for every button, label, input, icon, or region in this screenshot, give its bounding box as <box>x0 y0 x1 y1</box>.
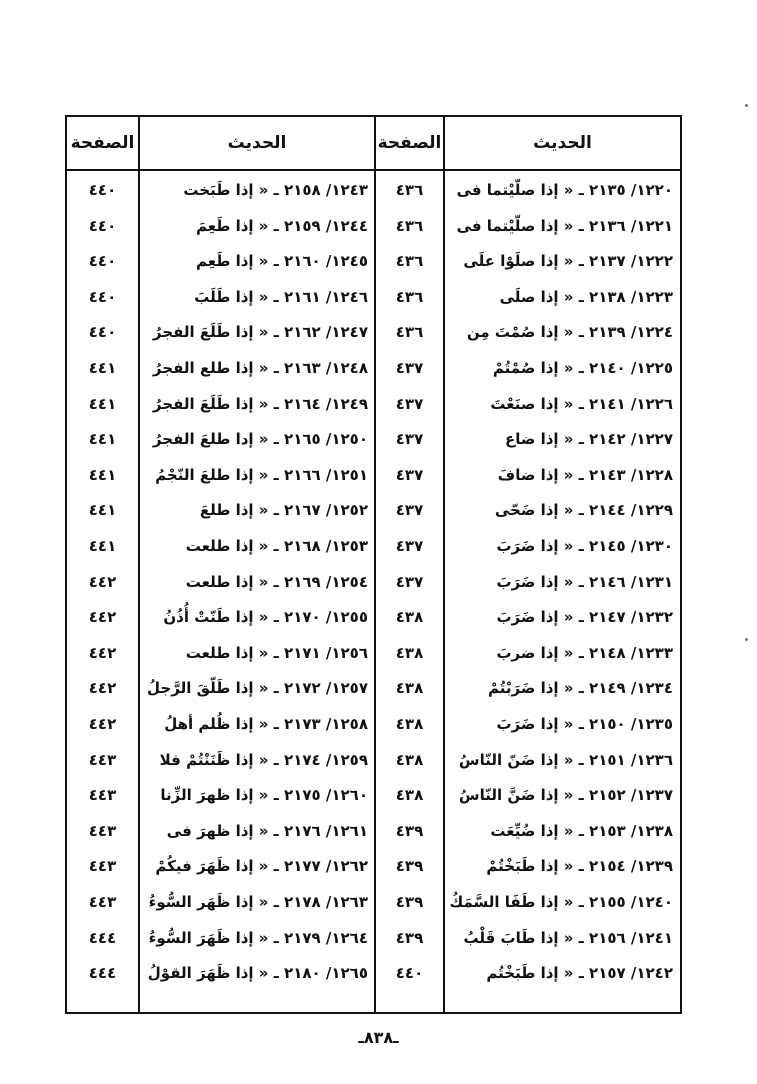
header-hadith-left: الحديث <box>227 133 287 153</box>
page-ref: ٤٤٠ <box>88 252 117 271</box>
page-ref: ٤٣٧ <box>395 465 424 484</box>
page-ref: ٤٣٧ <box>395 394 424 413</box>
page-ref: ٤٣٨ <box>395 608 424 627</box>
page-ref: ٤٣٦ <box>395 181 424 199</box>
hadith-entry: ١٢٢٣/ ٢١٣٨ ـ « إذا صلَى <box>499 287 673 306</box>
hadith-entry: ١٢٢١/ ٢١٣٦ ـ « إذا صلّيْتما فى <box>456 216 673 235</box>
hadith-entry: ١٢٤٩/ ٢١٦٤ ـ « إذا طَلَعَ الفجرُ <box>152 394 368 413</box>
scan-dot <box>745 638 748 641</box>
hadith-entry: ١٢٥٣/ ٢١٦٨ ـ « إذا طلعت <box>185 537 368 555</box>
page-ref: ٤٤٤ <box>88 928 117 947</box>
page-ref: ٤٤٣ <box>88 821 117 840</box>
hadith-entry: ١٢٣٠/ ٢١٤٥ ـ « إذا ضَرَبَ <box>496 537 673 555</box>
page-ref: ٤٤١ <box>88 394 117 413</box>
page-ref: ٤٤٢ <box>88 608 117 627</box>
scan-dot <box>745 104 748 107</box>
page-ref: ٤٤٣ <box>88 786 117 805</box>
page-ref: ٤٣٨ <box>395 643 424 662</box>
hadith-entry: ١٢٤٢/ ٢١٥٧ ـ « إذا طَبَخْتُم <box>486 964 673 983</box>
hadith-entry: ١٢٥١/ ٢١٦٦ ـ « إذا طلعَ النّجْمُ <box>155 465 368 484</box>
hadith-entry: ١٢٢٩/ ٢١٤٤ ـ « إذا ضَحّى <box>494 501 673 520</box>
hadith-entry: ١٢٥٤/ ٢١٦٩ ـ « إذا طلعت <box>185 572 368 591</box>
column-divider <box>443 117 445 1012</box>
hadith-entry: ١٢٦٠/ ٢١٧٥ ـ « إذا ظهرَ الزِّنا <box>160 786 368 805</box>
hadith-entry: ١٢٦٣/ ٢١٧٨ ـ « إذا ظَهَر السُّوءُ <box>148 893 368 911</box>
hadith-entry: ١٢٥٦/ ٢١٧١ ـ « إذا طلعت <box>185 643 368 662</box>
hadith-entry: ١٢٢٠/ ٢١٣٥ ـ « إذا صلّيْتما فى <box>456 181 673 199</box>
hadith-entry: ١٢٤٥/ ٢١٦٠ ـ « إذا طَعِم <box>196 252 368 271</box>
page-ref: ٤٤١ <box>88 430 117 449</box>
hadith-entry: ١٢٣٧/ ٢١٥٢ ـ « إذا ضَنَّ النّاسُ <box>458 786 673 805</box>
page-ref: ٤٣٦ <box>395 216 424 235</box>
page-ref: ٤٤١ <box>88 537 117 555</box>
page-ref: ٤٤٢ <box>88 643 117 662</box>
hadith-entry: ١٢٣٤/ ٢١٤٩ ـ « إذا ضَرَبْتُمْ <box>488 679 673 698</box>
page-ref: ٤٣٧ <box>395 501 424 520</box>
page-ref: ٤٣٩ <box>395 928 424 947</box>
hadith-entry: ١٢٣٨/ ٢١٥٣ ـ « إذا ضُيِّعَت <box>490 821 673 840</box>
hadith-entry: ١٢٤٤/ ٢١٥٩ ـ « إذا طَعِمَ <box>196 216 368 235</box>
hadith-entry: ١٢٢٦/ ٢١٤١ ـ « إذا صنَعْتَ <box>490 394 673 413</box>
page-ref: ٤٣٧ <box>395 430 424 449</box>
hadith-entry: ١٢٤٨/ ٢١٦٣ ـ « إذا طلع الفجرُ <box>152 359 368 377</box>
hadith-entry: ١٢٥٧/ ٢١٧٢ ـ « إذا طَلّقَ الرَّجلُ <box>147 679 368 698</box>
hadith-entry: ١٢٥٨/ ٢١٧٣ ـ « إذا ظُلم أهلُ <box>164 715 368 733</box>
page-ref: ٤٣٨ <box>395 750 424 769</box>
hadith-entry: ١٢٣٥/ ٢١٥٠ ـ « إذا ضَرَبَ <box>496 715 673 733</box>
page-ref: ٤٤٣ <box>88 857 117 876</box>
header-page-right: الصفحة <box>377 133 442 153</box>
hadith-entry: ١٢٦٢/ ٢١٧٧ ـ « إذا ظَهَرَ فيكُمْ <box>155 857 368 876</box>
hadith-entry: ١٢٦٤/ ٢١٧٩ ـ « إذا ظَهَرَ السُّوءُ <box>148 928 368 947</box>
hadith-entry: ١٢٢٧/ ٢١٤٢ ـ « إذا ضاع <box>504 430 673 449</box>
page-ref: ٤٣٦ <box>395 323 424 342</box>
page-number: ـ٨٣٨ـ <box>358 1028 399 1047</box>
page-ref: ٤٤١ <box>88 359 117 377</box>
page-ref: ٤٤٣ <box>88 893 117 911</box>
page-ref: ٤٤١ <box>88 465 117 484</box>
page-ref: ٤٤٢ <box>88 715 117 733</box>
hadith-entry: ١٢٤٧/ ٢١٦٢ ـ « إذا طَلَعَ الفجرُ <box>152 323 368 342</box>
hadith-entry: ١٢٥٠/ ٢١٦٥ ـ « إدا طلعَ الفجرُ <box>152 430 368 449</box>
hadith-entry: ١٢٥٢/ ٢١٦٧ ـ « إذا طلعَ <box>199 501 368 520</box>
page-ref: ٤٤٠ <box>88 216 117 235</box>
page-ref: ٤٣٧ <box>395 572 424 591</box>
page-ref: ٤٤٣ <box>88 750 117 769</box>
page-ref: ٤٣٩ <box>395 821 424 840</box>
header-rule <box>67 169 680 171</box>
hadith-entry: ١٢٤٦/ ٢١٦١ ـ « إذا طَلَبَ <box>194 287 368 306</box>
page-ref: ٤٤٢ <box>88 679 117 698</box>
page-ref: ٤٤٠ <box>88 181 117 199</box>
page-ref: ٤٣٨ <box>395 786 424 805</box>
hadith-entry: ١٢٢٤/ ٢١٣٩ ـ « إذا صُمْتَ مِن <box>466 323 673 342</box>
hadith-entry: ١٢٣٦/ ٢١٥١ ـ « إذا ضَنّ النّاسُ <box>458 750 673 769</box>
page-ref: ٤٣٦ <box>395 287 424 306</box>
page-ref: ٤٤٠ <box>88 323 117 342</box>
hadith-entry: ١٢٣٣/ ٢١٤٨ ـ « إذا ضربَ <box>496 643 673 662</box>
page-ref: ٤٣٩ <box>395 893 424 911</box>
page-ref: ٤٤٠ <box>395 964 424 983</box>
page-ref: ٤٣٨ <box>395 679 424 698</box>
hadith-entry: ١٢٢٥/ ٢١٤٠ ـ « إذا صُمْتُمْ <box>492 359 673 377</box>
page-ref: ٤٤٢ <box>88 572 117 591</box>
hadith-entry: ١٢٤٣/ ٢١٥٨ ـ « إذا طَبَخت <box>183 181 368 199</box>
page-ref: ٤٤٠ <box>88 287 117 306</box>
page-ref: ٤٤١ <box>88 501 117 520</box>
hadith-entry: ١٢٥٩/ ٢١٧٤ ـ « إذا ظَنَنْتُمْ فلا <box>159 750 368 769</box>
header-hadith-right: الحديث <box>533 133 592 153</box>
index-table <box>65 115 682 1014</box>
page-ref: ٤٣٦ <box>395 252 424 271</box>
hadith-entry: ١٢٤٠/ ٢١٥٥ ـ « إذا طَفَا السَّمَكُ <box>449 893 673 911</box>
page-ref: ٤٣٧ <box>395 359 424 377</box>
hadith-entry: ١٢٤١/ ٢١٥٦ ـ « إذا طَابَ قَلْبُ <box>463 928 673 947</box>
hadith-entry: ١٢٦١/ ٢١٧٦ ـ « إذا ظهرَ فى <box>166 821 368 840</box>
page-ref: ٤٣٩ <box>395 857 424 876</box>
hadith-entry: ١٢٣١/ ٢١٤٦ ـ « إذا ضَرَبَ <box>496 572 673 591</box>
page-ref: ٤٣٧ <box>395 537 424 555</box>
hadith-entry: ١٢٥٥/ ٢١٧٠ ـ « إذا طَنّتْ أُذُنُ <box>163 608 368 627</box>
hadith-entry: ١٢٣٢/ ٢١٤٧ ـ « إذا ضَرَبَ <box>496 608 673 627</box>
page-ref: ٤٤٤ <box>88 964 117 983</box>
hadith-entry: ١٢٢٢/ ٢١٣٧ ـ « إذا صلَوْا علَى <box>463 252 673 271</box>
hadith-entry: ١٢٢٨/ ٢١٤٣ ـ « إذا ضافَ <box>497 465 673 484</box>
column-divider <box>138 117 140 1012</box>
page-ref: ٤٣٨ <box>395 715 424 733</box>
hadith-entry: ١٢٣٩/ ٢١٥٤ ـ « إذا طَبَخْتُمْ <box>486 857 673 876</box>
hadith-entry: ١٢٦٥/ ٢١٨٠ ـ « إذا ظَهَرَ القوْلُ <box>147 964 368 983</box>
header-page-left: الصفحة <box>70 133 135 153</box>
